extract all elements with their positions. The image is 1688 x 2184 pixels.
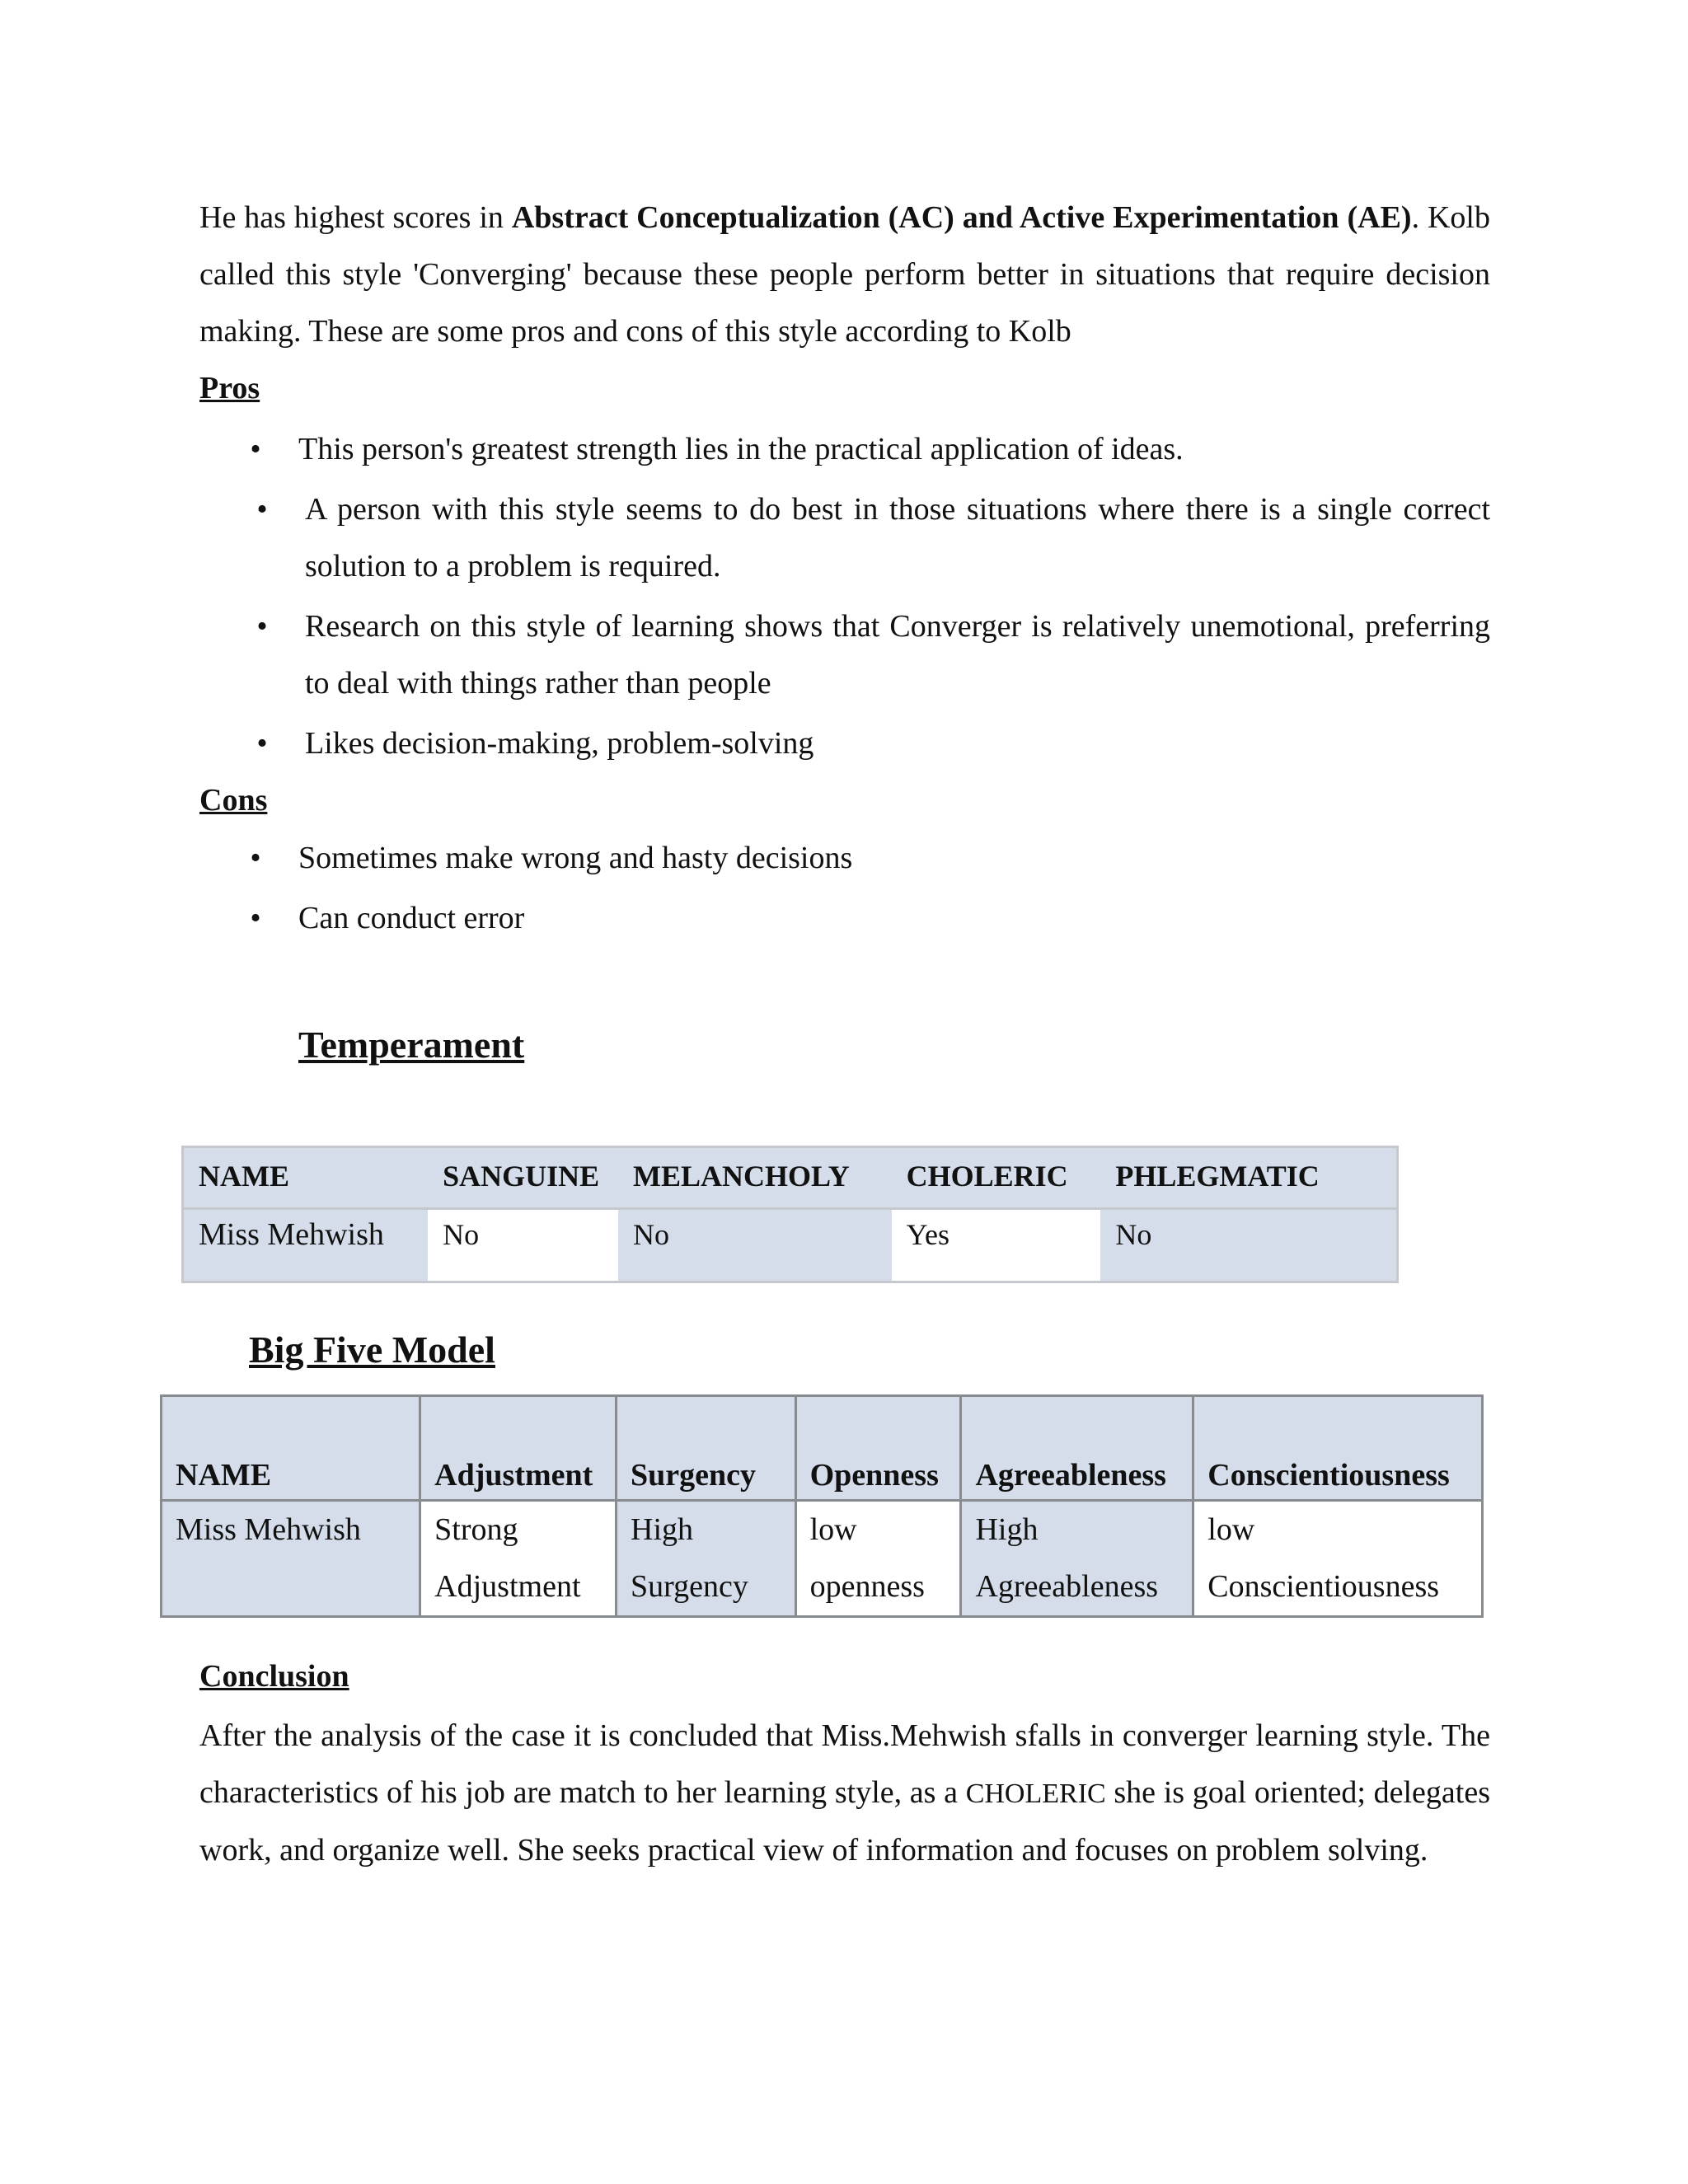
table-cell xyxy=(617,1501,796,1617)
column-header: Conscientiousness xyxy=(1193,1396,1483,1501)
conclusion-heading: Conclusion xyxy=(199,1659,349,1694)
cons-item-text: Sometimes make wrong and hasty decisions xyxy=(298,841,853,875)
cell-line: Strong xyxy=(434,1512,518,1547)
list-item xyxy=(256,481,1490,595)
table-cell xyxy=(420,1501,617,1617)
bullet-icon: • xyxy=(256,609,268,644)
pros-item-text: This person's greatest strength lies in the practical application of ideas. xyxy=(298,432,1184,466)
column-header: Agreeableness xyxy=(961,1396,1193,1501)
column-header: Surgency xyxy=(617,1396,796,1501)
table-cell xyxy=(961,1501,1193,1617)
table-header-row xyxy=(183,1147,1398,1209)
pros-heading: Pros xyxy=(199,371,260,405)
table-row xyxy=(162,1501,1483,1617)
cell-line: Conscientiousness xyxy=(1207,1569,1440,1604)
column-header: NAME xyxy=(183,1147,429,1209)
conclusion-choleric: CHOLERIC xyxy=(965,1779,1106,1809)
cons-list xyxy=(250,830,1490,950)
cell-line: low xyxy=(1207,1512,1255,1547)
pros-list xyxy=(250,421,1490,776)
intro-paragraph xyxy=(199,190,1490,360)
bullet-icon: • xyxy=(250,432,261,466)
cons-heading: Cons xyxy=(199,783,268,818)
column-header: NAME xyxy=(162,1396,420,1501)
intro-bold-text: Abstract Conceptualization (AC) and Active Experimentation (AE) xyxy=(511,200,1412,235)
bullet-icon: • xyxy=(250,901,261,935)
big-five-table xyxy=(160,1394,1484,1618)
cell-line: low xyxy=(809,1512,857,1547)
list-item xyxy=(250,890,1490,947)
temperament-table xyxy=(181,1146,1399,1283)
table-cell: Yes xyxy=(892,1209,1101,1282)
temperament-title: Temperament xyxy=(298,1024,525,1066)
column-header: PHLEGMATIC xyxy=(1100,1147,1397,1209)
list-item xyxy=(256,598,1490,712)
bullet-icon: • xyxy=(256,492,268,527)
cell-line: Agreeableness xyxy=(975,1569,1159,1604)
cell-line: High xyxy=(975,1512,1039,1547)
conclusion-paragraph xyxy=(199,1708,1490,1879)
conclusion-text-b: she is goal oriented; delegates work, and organize well. She seeks practical view of information and focuses on problem solving. xyxy=(199,1775,1490,1868)
pros-item-text: Likes decision-making, problem-solving xyxy=(305,726,814,761)
column-header: Adjustment xyxy=(420,1396,617,1501)
cell-line: High xyxy=(631,1512,694,1547)
intro-text-rest: Kolb called this style 'Converging' because these people perform better in situations that require decision making. These are some pros and cons of this style according to Kolb xyxy=(199,200,1490,349)
intro-text-start: He has highest scores in xyxy=(199,200,512,235)
table-cell: No xyxy=(618,1209,892,1282)
table-cell: Miss Mehwish xyxy=(183,1209,429,1282)
bullet-icon: • xyxy=(250,841,261,875)
column-header: SANGUINE xyxy=(428,1147,618,1209)
column-header: MELANCHOLY xyxy=(618,1147,892,1209)
cell-line: openness xyxy=(809,1569,925,1604)
list-item xyxy=(256,715,1490,772)
conclusion-text-a: After the analysis of the case it is concluded that Miss.Mehwish sfalls in converger learning style. The characteristics of his job are match to her learning style, as a xyxy=(199,1718,1490,1810)
table-row xyxy=(183,1209,1398,1282)
table-cell: No xyxy=(428,1209,618,1282)
table-cell xyxy=(795,1501,961,1617)
cons-item-text: Can conduct error xyxy=(298,901,525,935)
list-item xyxy=(250,830,1490,887)
pros-item-text: Research on this style of learning shows that Converger is relatively unemotional, preferring to deal with things rather than people xyxy=(305,609,1490,701)
table-cell: No xyxy=(1100,1209,1397,1282)
table-cell xyxy=(162,1501,420,1617)
column-header: Openness xyxy=(795,1396,961,1501)
table-header-row xyxy=(162,1396,1483,1501)
cell-line: Surgency xyxy=(631,1569,748,1604)
cell-line: Miss Mehwish xyxy=(176,1512,361,1547)
table-cell xyxy=(1193,1501,1483,1617)
cell-line: Adjustment xyxy=(434,1569,581,1604)
big-five-title: Big Five Model xyxy=(249,1329,495,1371)
column-header: CHOLERIC xyxy=(892,1147,1101,1209)
pros-item-text: A person with this style seems to do best in those situations where there is a single correct solution to a problem is required. xyxy=(305,492,1490,583)
list-item xyxy=(250,421,1490,478)
bullet-icon: • xyxy=(256,726,268,761)
intro-period: . xyxy=(1411,200,1420,235)
